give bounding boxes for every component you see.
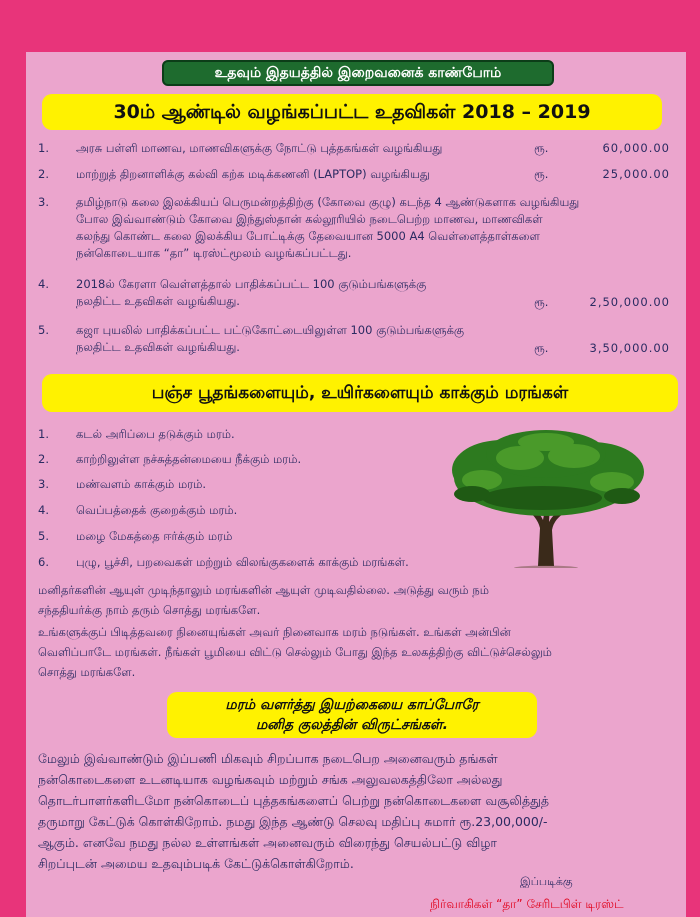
signature-organization: நிர்வாகிகள் “தா” சேரிடபிள் டிரஸ்ட் — [430, 897, 624, 911]
aid-item-amount: 2,50,000.00 — [589, 295, 670, 309]
appeal-paragraph — [38, 748, 678, 874]
aid-title-banner: 30ம் ஆண்டில் வழங்கப்பட்ட உதவிகள் 2018 – 2019 — [42, 94, 662, 130]
aid-item-5 — [38, 322, 678, 358]
aid-item-currency: ரூ. — [534, 141, 549, 155]
aid-item-number: 5. — [38, 323, 49, 337]
slogan-line: மனித குலத்தின் விருட்சங்கள். — [256, 717, 448, 733]
aid-item-text-line: நலதிட்ட உதவிகள் வழங்கியது. — [76, 340, 240, 354]
trees-paragraph-2 — [38, 622, 678, 682]
motto-banner: உதவும் இதயத்தில் இறைவனைக் காண்போம் — [162, 60, 554, 86]
aid-item-text-line: 2018ல் கேரளா வெள்ளத்தால் பாதிக்கப்பட்ட 100 குடும்பங்களுக்கு — [76, 277, 427, 291]
aid-item-amount: 3,50,000.00 — [589, 341, 670, 355]
paragraph-line: வெளிப்பாடே மரங்கள். நீங்கள் பூமியை விட்டு செல்லும் போது இந்த உலகத்திற்கு விட்டுச்செல்லும் — [38, 645, 552, 659]
tree-item-text: காற்றிலுள்ள நச்சுத்தன்மையை நீக்கும் மரம். — [76, 452, 302, 466]
appeal-line: ஆகும். எனவே நமது நல்ல உள்ளங்கள் அனைவரும் விரைந்து செயல்பட்டு விழா — [38, 835, 497, 850]
appeal-line: சிறப்புடன் அமைய உதவும்படிக் கேட்டுக்கொள்கிறோம். — [38, 856, 354, 871]
aid-item-text-line: போல இவ்வாண்டும் கோவை இந்துஸ்தான் கல்லூரியில் நடைபெற்ற மாணவ, மாணவிகள் — [76, 212, 543, 226]
appeal-line: நன்கொடைகளை உடனடியாக வழங்கவும் மற்றும் சங்க அலுவலகத்திலோ அல்லது — [38, 772, 503, 787]
aid-item-number: 3. — [38, 195, 49, 209]
aid-item-3 — [38, 194, 678, 266]
paragraph-line: மனிதர்களின் ஆயுள் முடிந்தாலும் மரங்களின் ஆயுள் முடிவதில்லை. அடுத்து வரும் நம் — [38, 583, 489, 597]
trees-title-banner: பஞ்ச பூதங்களையும், உயிர்களையும் காக்கும் மரங்கள் — [42, 374, 678, 412]
appeal-line: மேலும் இவ்வாண்டும் இப்பணி மிகவும் சிறப்பாக நடைபெற அனைவரும் தங்கள் — [38, 751, 498, 766]
aid-item-number: 2. — [38, 167, 49, 181]
tree-item-number: 2. — [38, 452, 49, 466]
paragraph-line: உங்களுக்குப் பிடித்தவரை நினையுங்கள் அவர் நினைவாக மரம் நடுங்கள். உங்கள் அன்பின் — [38, 625, 511, 639]
aid-item-currency: ரூ. — [534, 341, 549, 355]
aid-item-text: அரசு பள்ளி மாணவ, மாணவிகளுக்கு நோட்டு புத்தகங்கள் வழங்கியது — [76, 141, 443, 155]
tree-item-number: 4. — [38, 503, 49, 517]
tree-item-text: வெப்பத்தைக் குறைக்கும் மரம். — [76, 503, 238, 517]
aid-item-text-line: தமிழ்நாடு கலை இலக்கியப் பெருமன்றத்திற்கு (கோவை குழு) கடந்த 4 ஆண்டுகளாக வழங்கியது — [76, 195, 580, 209]
aid-item-text-line: நலதிட்ட உதவிகள் வழங்கியது. — [76, 294, 240, 308]
tree-item-text: மழை மேகத்தை ஈர்க்கும் மரம் — [76, 529, 233, 543]
aid-item-text-line: நன்கொடையாக “தா” டிரஸ்ட்மூலம் வழங்கப்பட்டது. — [76, 246, 352, 260]
slogan-banner — [167, 692, 537, 738]
aid-item-number: 1. — [38, 141, 49, 155]
tree-item-number: 5. — [38, 529, 49, 543]
signature-salutation: இப்படிக்கு — [520, 875, 573, 888]
paragraph-line: சொத்து மரங்களே. — [38, 665, 136, 679]
tree-illustration — [442, 428, 650, 568]
aid-item-4 — [38, 276, 678, 312]
tree-item-text: புழு, பூச்சி, பறவைகள் மற்றும் விலங்குகளைக் காக்கும் மரங்கள். — [76, 555, 409, 569]
appeal-line: தருமாறு கேட்டுக் கொள்கிறோம். நமது இந்த ஆண்டு செலவு மதிப்பு சுமார் ரூ.23,00,000/- — [38, 814, 548, 829]
aid-item-currency: ரூ. — [534, 167, 549, 181]
appeal-line: தொடர்பாளர்களிடமோ நன்கொடைப் புத்தகங்களைப் பெற்று நன்கொடைகளை வசூலித்துத் — [38, 793, 550, 808]
aid-item-text-line: கஜா புயலில் பாதிக்கப்பட்ட பட்டுகோட்டையிலுள்ள 100 குடும்பங்களுக்கு — [76, 323, 465, 337]
trees-paragraph-1 — [38, 580, 678, 620]
tree-item-number: 1. — [38, 427, 49, 441]
aid-item-text: மாற்றுத் திறனாளிக்கு கல்வி கற்க மடிக்கணனி (LAPTOP) வழங்கியது — [76, 167, 430, 181]
slogan-line: மரம் வளர்த்து இயற்கையை காப்போரே — [225, 697, 479, 713]
aid-item-number: 4. — [38, 277, 49, 291]
aid-item-currency: ரூ. — [534, 295, 549, 309]
tree-item-text: கடல் அரிப்பை தடுக்கும் மரம். — [76, 427, 235, 441]
aid-item-2 — [38, 166, 678, 184]
aid-item-amount: 60,000.00 — [602, 141, 670, 155]
paragraph-line: சந்ததியர்க்கு நாம் தரும் சொத்து மரங்களே. — [38, 603, 261, 617]
tree-item-number: 3. — [38, 477, 49, 491]
aid-item-text-line: கலந்து கொண்ட கலை இலக்கிய போட்டிக்கு தேவையான 5000 A4 வெள்ளைத்தாள்களை — [76, 229, 540, 243]
tree-item-text: மண்வளம் காக்கும் மரம். — [76, 477, 207, 491]
aid-item-1 — [38, 140, 678, 158]
tree-item-number: 6. — [38, 555, 49, 569]
aid-item-amount: 25,000.00 — [602, 167, 670, 181]
